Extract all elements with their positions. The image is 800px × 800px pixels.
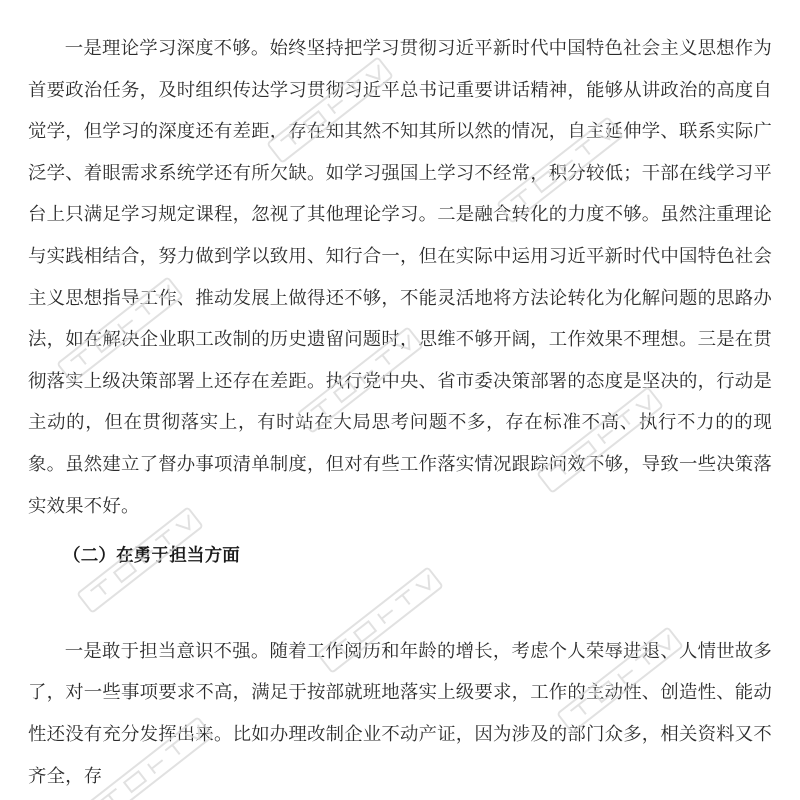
paragraph-theory-study: 一是理论学习深度不够。始终坚持把学习贯彻习近平新时代中国特色社会主义思想作为首要政治任务，及时组织传达学习贯彻习近平总书记重要讲话精神，能够从讲政治的高度自觉学，但学习的深度还有差距，存在知其然不知其所以然的情况，自主延伸学、联系实际广泛学、着眼需求系统学还有所欠缺。如学习强国上学习不经常，积分较低；干部在线学习平台上只满足学习规定课程，忽视了其他理论学习。二是融合转化的力度不够。虽然注重理论与实践相结合，努力做到学以致用、知行合一，但在实际中运用习近平新时代中国特色社会主义思想指导工作、推动发展上做得还不够，不能灵活地将方法论转化为化解问题的思路办法，如在解决企业职工改制的历史遗留问题时，思维不够开阔，工作效果不理想。三是在贯彻落实上级决策部署上还存在差距。执行党中央、省市委决策部署的态度是坚决的，行动是主动的，但在贯彻落实上，有时站在大局思考问题不多，存在标准不高、执行不力的的现象。虽然建立了督办事项清单制度，但对有些工作落实情况跟踪问效不够，导致一些决策落实效果不好。 xyxy=(28,38,772,517)
paragraph-responsibility: 一是敢于担当意识不强。随着工作阅历和年龄的增长，考虑个人荣辱进退、人情世故多了，对一些事项要求不高，满足于按部就班地落实上级要求，工作的主动性、创造性、能动性还没有充分发挥出来。比如办理改制企业不动产证，因为涉及的部门众多，相关资料又不齐全，存 xyxy=(28,640,772,787)
section-heading: （二）在勇于担当方面 xyxy=(63,546,240,567)
document-body xyxy=(28,28,772,797)
